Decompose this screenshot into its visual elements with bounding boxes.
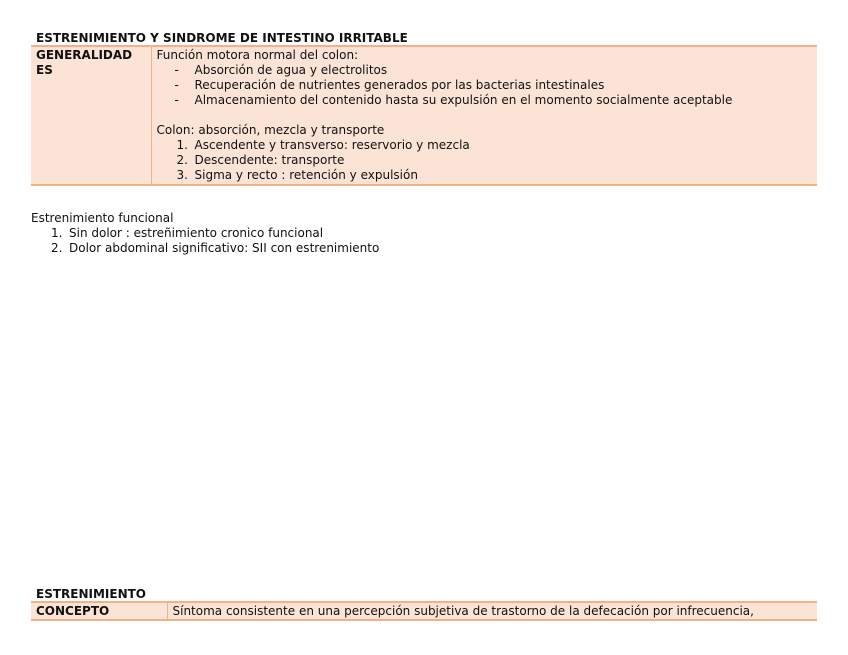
colon-list <box>157 138 813 183</box>
row-label: CONCEPTO <box>31 602 167 620</box>
section-title: ESTRENIMIENTO Y SINDROME DE INTESTINO IRRITABLE <box>36 31 408 45</box>
row-label <box>31 46 151 185</box>
list-item <box>157 138 813 153</box>
dash-marker: - <box>174 78 179 92</box>
list-item-text: Almacenamiento del contenido hasta su expulsión en el momento socialmente aceptable <box>194 93 733 107</box>
concepto-table <box>31 601 817 621</box>
dash-marker: - <box>174 93 179 107</box>
motor-heading: Función motora normal del colon: <box>156 48 359 62</box>
colon-heading: Colon: absorción, mezcla y transporte <box>156 123 385 137</box>
list-item <box>31 226 811 241</box>
number-marker: 1. <box>51 226 63 240</box>
row-label-line: GENERALIDAD <box>36 48 133 62</box>
row-label-line: ES <box>36 63 53 77</box>
section-title: ESTRENIMIENTO <box>36 587 147 601</box>
list-item-text: Absorción de agua y electrolitos <box>194 63 388 77</box>
number-marker: 3. <box>176 168 188 182</box>
list-item-text: Sigma y recto : retención y expulsión <box>194 168 418 182</box>
list-item <box>157 168 813 183</box>
functional-list <box>31 226 811 256</box>
list-item-text: Ascendente y transverso: reservorio y mezcla <box>194 138 470 152</box>
list-item-text: Recuperación de nutrientes generados por las bacterias intestinales <box>194 78 605 92</box>
list-item-text: Dolor abdominal significativo: SII con estrenimiento <box>69 241 380 255</box>
list-item <box>157 93 813 108</box>
row-content: Síntoma consistente en una percepción subjetiva de trastorno de la defecación por infrecuencia, <box>167 602 817 620</box>
functional-heading: Estrenimiento funcional <box>31 211 174 225</box>
row-content <box>151 46 817 185</box>
list-item-text: Sin dolor : estreñimiento cronico funcional <box>69 226 324 240</box>
generalidades-table <box>31 45 817 186</box>
list-item <box>157 78 813 93</box>
functional-block <box>31 211 811 256</box>
list-item <box>157 153 813 168</box>
table-row <box>31 602 817 620</box>
number-marker: 2. <box>176 153 188 167</box>
dash-marker: - <box>174 63 179 77</box>
list-item-text: Descendente: transporte <box>194 153 345 167</box>
table-row <box>31 46 817 185</box>
number-marker: 1. <box>176 138 188 152</box>
number-marker: 2. <box>51 241 63 255</box>
list-item <box>157 63 813 78</box>
spacer <box>157 108 813 123</box>
list-item <box>31 241 811 256</box>
motor-list <box>157 63 813 108</box>
